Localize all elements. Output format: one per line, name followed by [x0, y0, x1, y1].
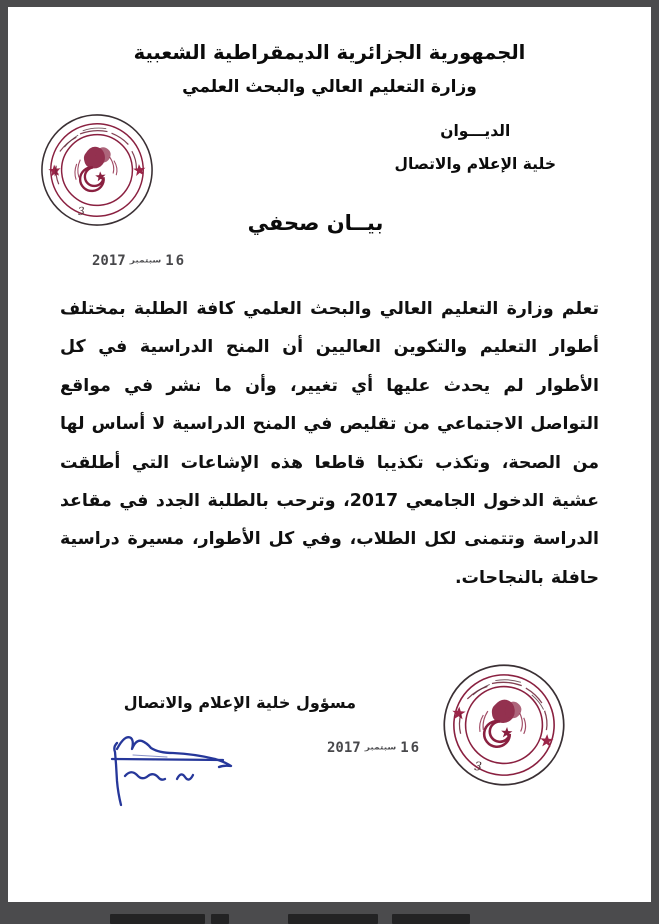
- document-title-text: بيــان صحفي: [247, 211, 384, 235]
- date-stamp-bottom: [327, 737, 421, 756]
- toolbar-chip-2[interactable]: [211, 914, 229, 924]
- official-seal-icon-bottom: [436, 657, 573, 794]
- seal-number-bottom: 3: [473, 758, 483, 774]
- office-communication-cell-label: خلية الإعلام والاتصال: [394, 154, 556, 173]
- document-page: [8, 7, 651, 902]
- signature-title: مسؤول خلية الإعلام والاتصال: [123, 693, 356, 712]
- date-stamp-day-bottom: 16: [400, 740, 422, 756]
- date-stamp-top: [92, 250, 186, 269]
- office-block: [395, 124, 556, 172]
- handwritten-signature: [103, 729, 248, 807]
- document-body-paragraph: تعلم وزارة التعليم العالي والبحث العلمي كافة الطلبة بمختلف أطوار التعليم والتكوين العاليين أن المنح الدراسية في كل الأطوار لم يحدث عليها أي تغيير، وأن ما نشر في مواقع التواصل الاجتماعي من تقليص في المنح الدراسية لا أساس لها من الصحة، وتكذب تكذيبا قاطعا هذه الإشاعات التي أطلقت عشية الدخول الجامعي 2017، وترحب بالطلبة الجدد في مقاعد الدراسة وتتمنى لكل الطلاب، وفي كل الأطوار، مسيرة دراسية حافلة بالنجاحات.: [60, 299, 599, 588]
- toolbar-chip-4[interactable]: [392, 914, 470, 924]
- date-stamp-month-bottom: سبتمبر: [364, 744, 397, 752]
- date-stamp-year: 2017: [92, 253, 126, 269]
- date-stamp-month: سبتمبر: [129, 257, 162, 265]
- seal-number: 3: [77, 204, 86, 219]
- viewer-bottom-toolbar[interactable]: [0, 902, 659, 924]
- header-republic-line: الجمهورية الجزائرية الديمقراطية الشعبية: [133, 41, 526, 64]
- office-diwan-label: الديـــوان: [440, 122, 511, 140]
- document-header: [8, 7, 651, 96]
- toolbar-chip-1[interactable]: [110, 914, 205, 924]
- toolbar-chip-3[interactable]: [288, 914, 378, 924]
- date-stamp-year-bottom: 2017: [327, 740, 361, 756]
- date-stamp-day: 16: [165, 253, 187, 269]
- header-ministry-line: وزارة التعليم العالي والبحث العلمي: [182, 76, 477, 97]
- document-title: [8, 211, 651, 235]
